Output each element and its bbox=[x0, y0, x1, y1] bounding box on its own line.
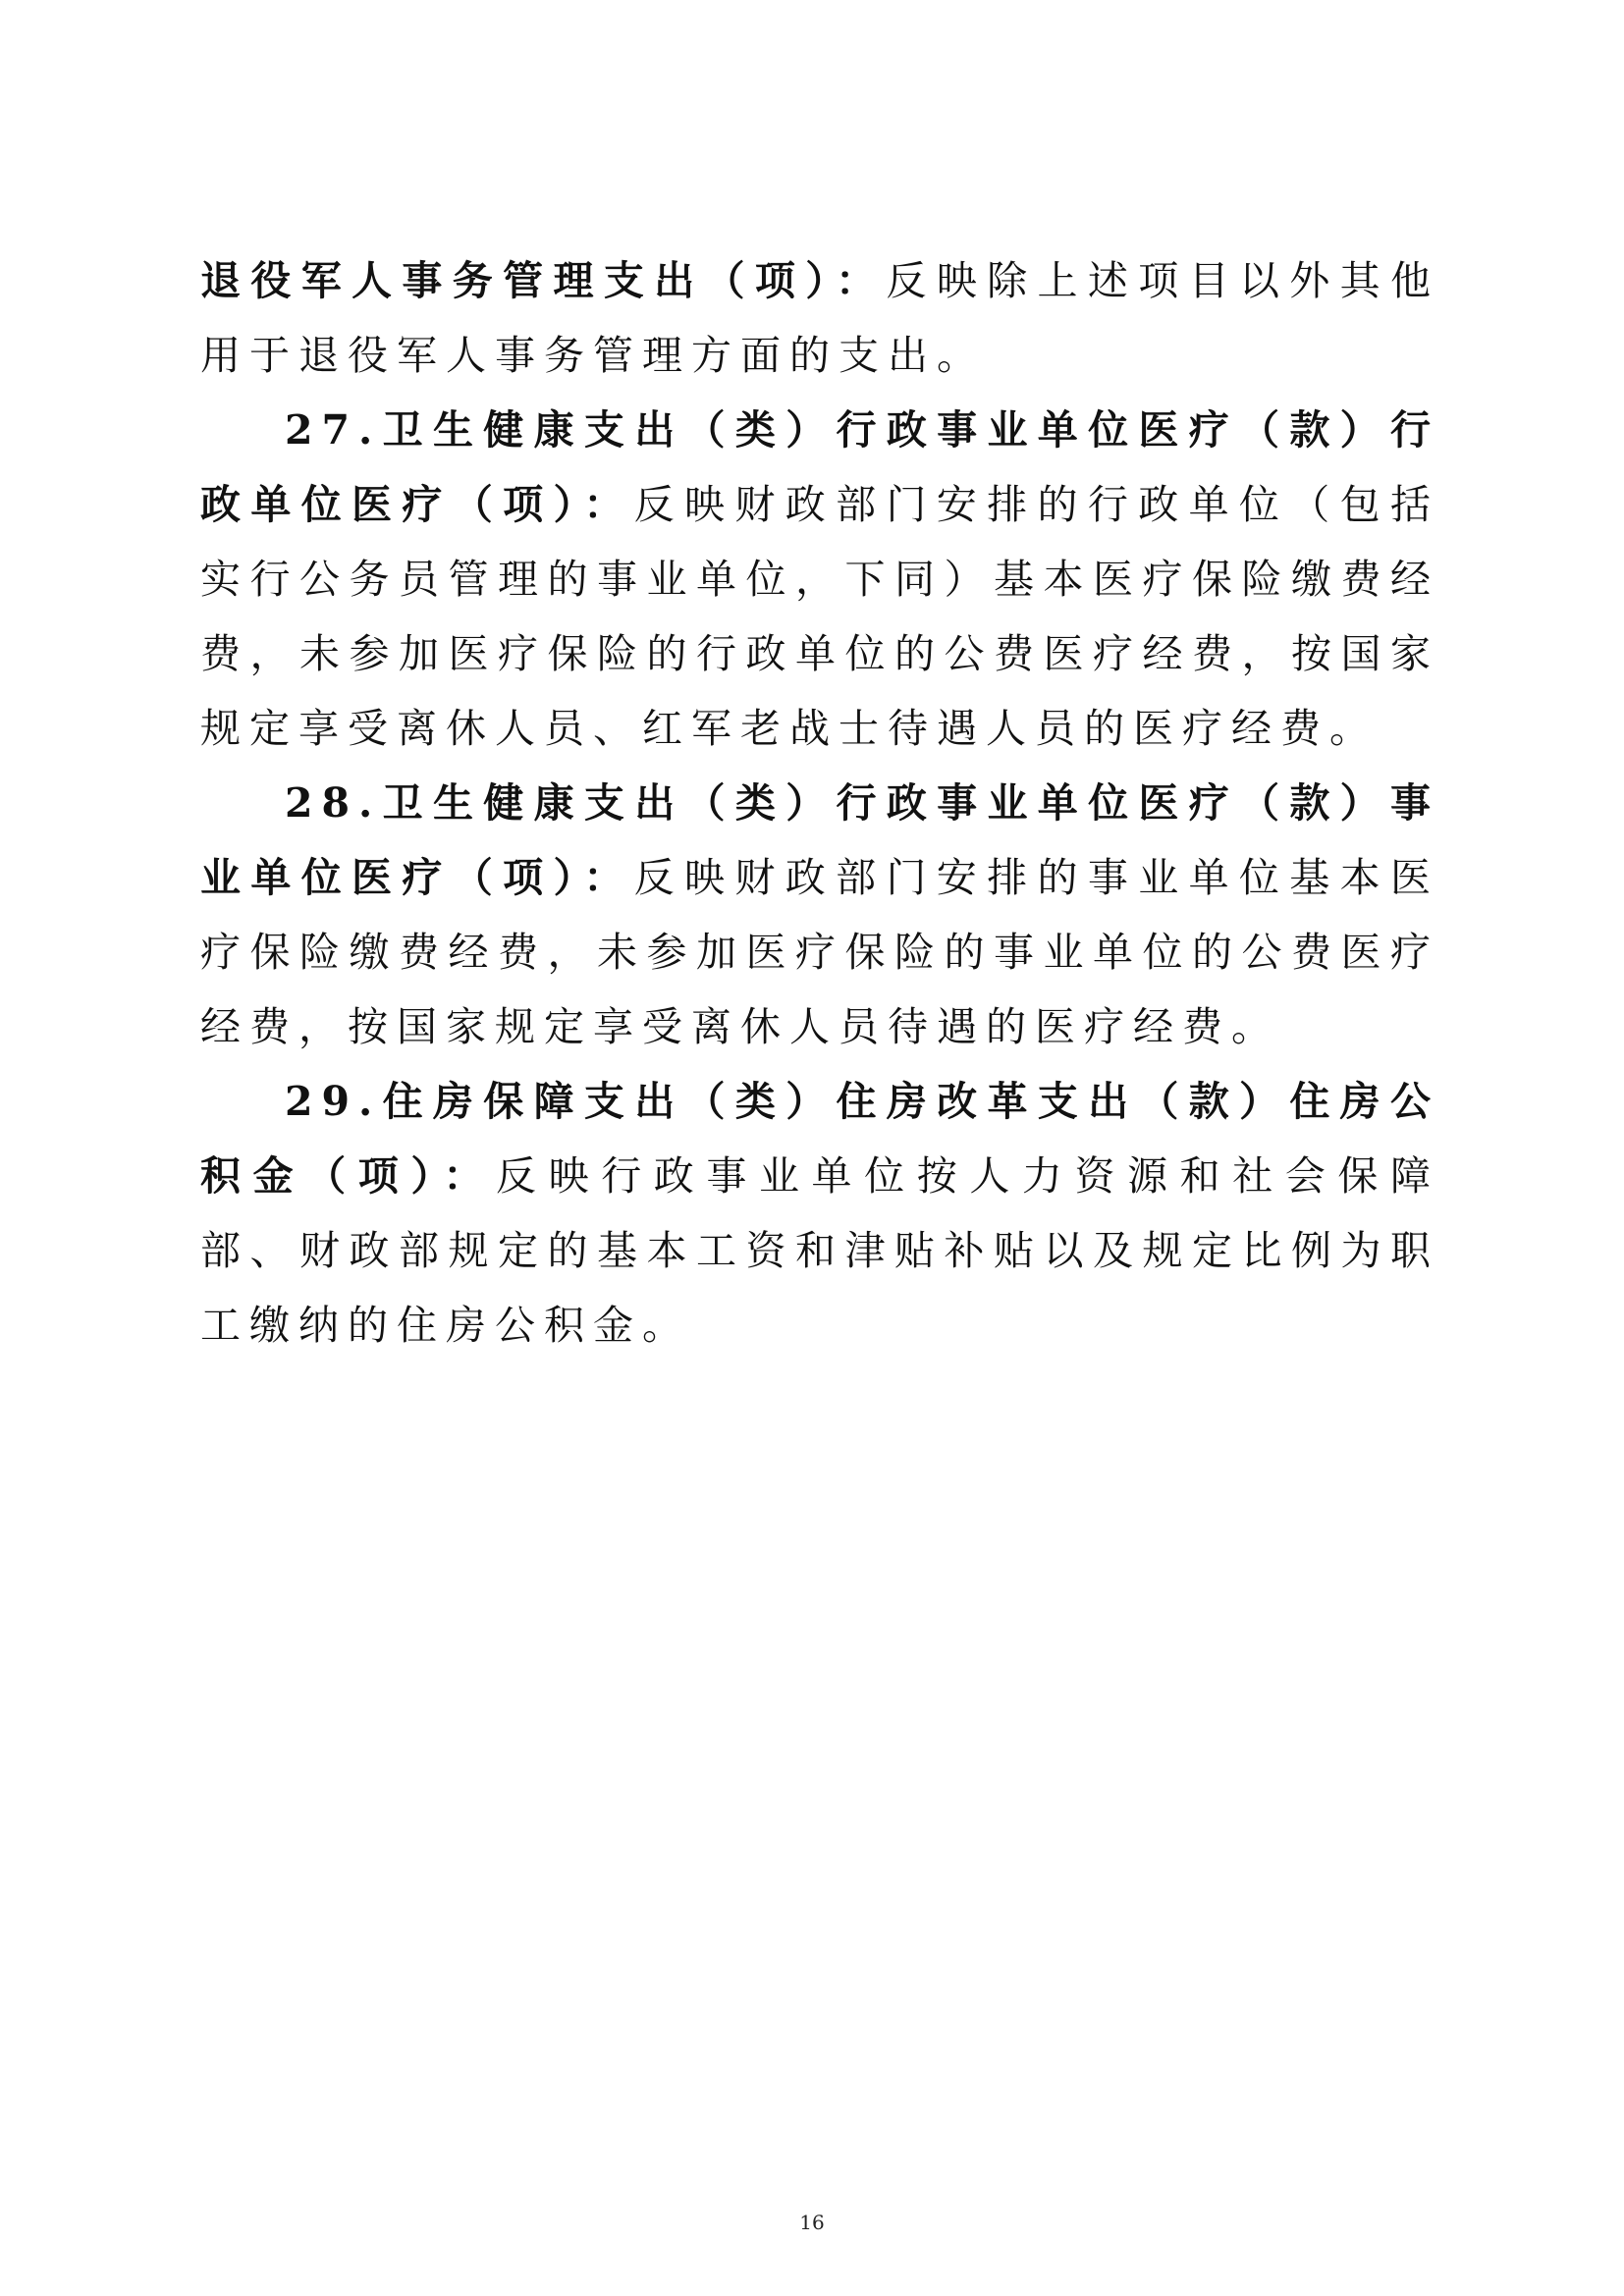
document-body bbox=[200, 243, 1439, 1362]
paragraph-29-housing-fund bbox=[200, 1064, 1439, 1362]
paragraph-28-institution-medical bbox=[200, 766, 1439, 1064]
paragraph-veterans-affairs bbox=[200, 243, 1439, 393]
paragraph-27-admin-medical bbox=[200, 393, 1439, 766]
paragraph-heading: 29.住房保障支出（类）住房改革支出（款）住房公积金（项）： bbox=[200, 1078, 1439, 1200]
paragraph-heading: 28.卫生健康支出（类）行政事业单位医疗（款）事业单位医疗（项）： bbox=[200, 779, 1439, 901]
paragraph-text: 反映除上述项目以外其他用于退役军人事务管理方面的支出。 bbox=[200, 257, 1440, 379]
paragraph-text: 反映行政事业单位按人力资源和社会保障部、财政部规定的基本工资和津贴补贴以及规定比例为职工缴纳的住房公积金。 bbox=[200, 1152, 1440, 1349]
paragraph-text: 反映财政部门安排的行政单位（包括实行公务员管理的事业单位，下同）基本医疗保险缴费经费，未参加医疗保险的行政单位的公费医疗经费，按国家规定享受离休人员、红军老战士待遇人员的医疗经费。 bbox=[200, 481, 1439, 752]
page-number: 16 bbox=[799, 2211, 825, 2234]
paragraph-heading: 27.卫生健康支出（类）行政事业单位医疗（款）行政单位医疗（项）： bbox=[200, 406, 1439, 528]
paragraph-heading: 退役军人事务管理支出（项）： bbox=[200, 257, 887, 304]
paragraph-text: 反映财政部门安排的事业单位基本医疗保险缴费经费，未参加医疗保险的事业单位的公费医疗经费，按国家规定享受离休人员待遇的医疗经费。 bbox=[200, 854, 1439, 1050]
